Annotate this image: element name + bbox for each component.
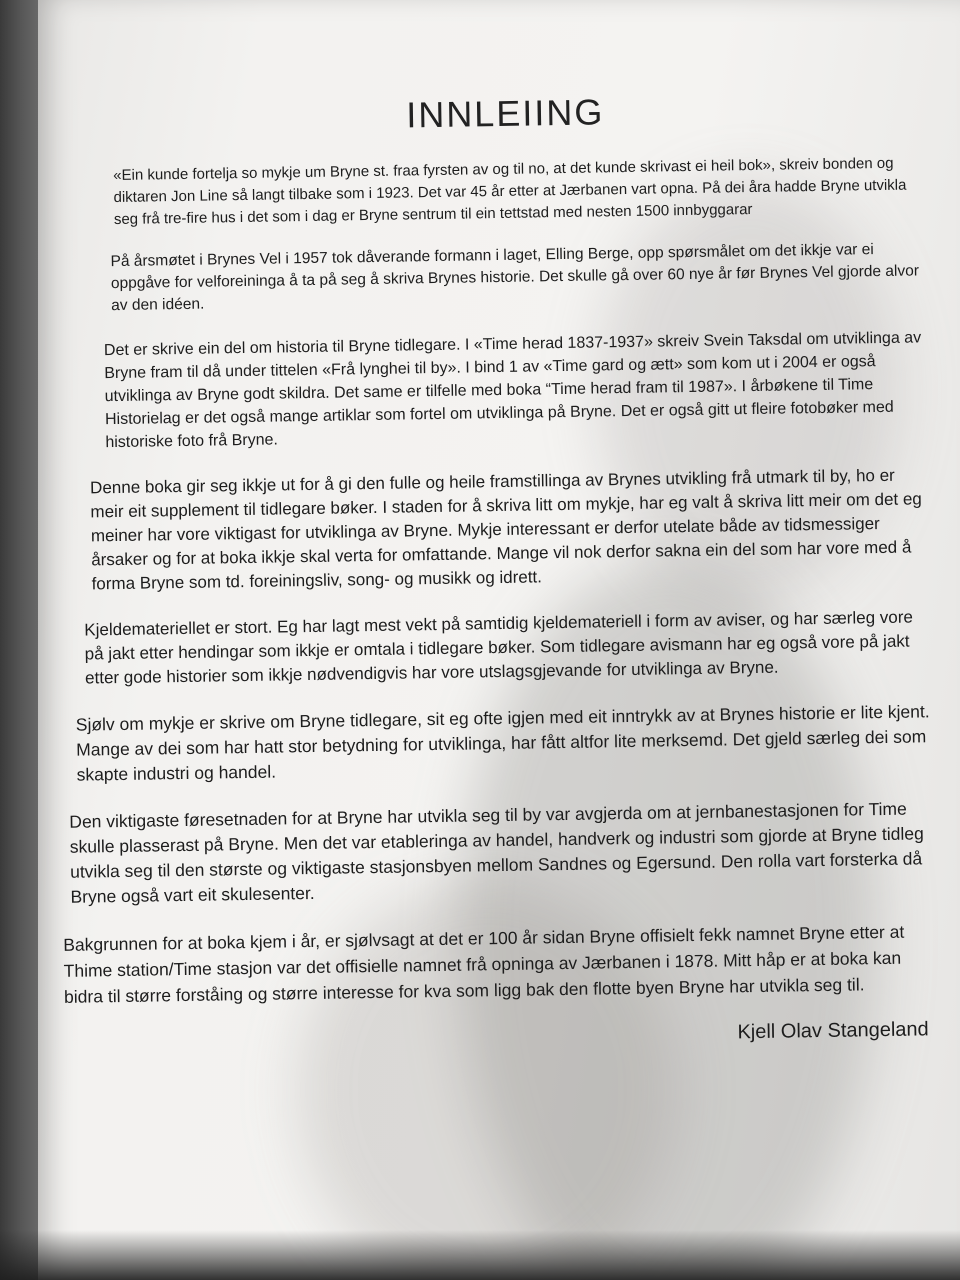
- page-title: INNLEIING: [405, 91, 605, 136]
- paragraph-5: Kjeldemateriellet er stort. Eg har lagt mest vekt på samtidig kjeldemateriell i form av aviser, og har særleg vore på jakt etter hendingar som ikkje er omtala i tidlegare bøker. Som tidlegare avismann har eg også vore på jakt etter gode historier som ikkje nødvendigvis har vore utslagsgjevande for utviklinga av Bryne.: [84, 607, 914, 688]
- paragraph-8: Bakgrunnen for at boka kjem i år, er sjølvsagt at det er 100 år sidan Bryne offisielt fekk namnet Bryne etter at Thime station/Time stasjon var det offisielle namnet frå opninga av Jærbanen i 1878. Mitt håp er at boka kan bidra til større forståing og større interesse for kva som ligg bak den flotte byen Bryne har utvikla seg til.: [63, 921, 905, 1007]
- paragraph-4: Denne boka gir seg ikkje ut for å gi den fulle og heile framstillinga av Brynes utvikling frå utmark til by, ho er meir eit supplement til tidlegare bøker. I staden for å skriva litt om mykje, har eg valt å skriva litt meir om det eg meiner har vore viktigast for utviklinga av Bryne. Mykje interessant er derfor utelate både av tidsmessiger årsaker og for at boka ikkje skal verta for omfattande. Mange vil nok derfor sakna ein del som har vore med å forma Bryne som td. foreiningsliv, song- og musikk og idrett.: [89, 465, 922, 594]
- author-signature: Kjell Olav Stangeland: [737, 1018, 929, 1044]
- page-content: [50, 86, 935, 1055]
- paragraph-6: Sjølv om mykje er skrive om Bryne tidlegare, sit eg ofte igjen med eit inntrykk av at Brynes historie er lite kjent. Mange av dei som har hatt stor betydning for utviklinga, har fått altfor lite merksemd. Det gjeld særleg dei som skapte industri og handel.: [75, 701, 930, 785]
- bottom-edge-shadow: [0, 1230, 960, 1280]
- paragraph-7: Den viktigaste føresetnaden for at Bryne har utvikla seg til by var avgjerda om at jernbanestasjonen for Time skulle plasserast på Bryne. Men det var etableringa av handel, handverk og industri som gjorde at Bryne tidleg utvikla seg til den største og viktigaste stasjonsbyen mellom Sandnes og Egersund. Den rolla vart forsterka då Bryne også vart eit skulesenter.: [69, 798, 924, 907]
- paragraph-2: På årsmøtet i Brynes Vel i 1957 tok dåverande formann i laget, Elling Berge, opp spørsmålet om det ikkje var ei oppgåve for velforeininga å ta på seg å skriva Brynes historie. Det skulle gå over 60 nye år før Brynes Vel gjorde alvor av den idéen.: [110, 241, 920, 315]
- paragraph-1: «Ein kunde fortelja so mykje um Bryne st. fraa fyrsten av og til no, at det kunde skrivast ei heil bok», skreiv bonden og diktaren Jon Line så langt tilbake som i 1923. Det var 45 år etter at Jærbanen vart opna. På dei åra hadde Bryne utvikla seg frå tre-fire hus i det som i dag er Bryne sentrum til ein tettstad med nesten 1500 innbyggarar: [113, 154, 907, 229]
- paragraph-3: Det er skrive ein del om historia til Bryne tidlegare. I «Time herad 1837-1937» skreiv Svein Taksdal om utviklinga av Bryne fram til då under tittelen «Frå lynghei til by». I bind 1 av «Time gard og ætt» som kom ut i 2004 er også utviklinga av Bryne godt skildra. Det same er tilfelle med boka “Time herad fram til 1987». I årbøkene til Time Historielag er det også mange artiklar som fortel om utviklinga på Bryne. Det er også gitt ut fleire fotobøker med historiske foto frå Bryne.: [103, 329, 922, 452]
